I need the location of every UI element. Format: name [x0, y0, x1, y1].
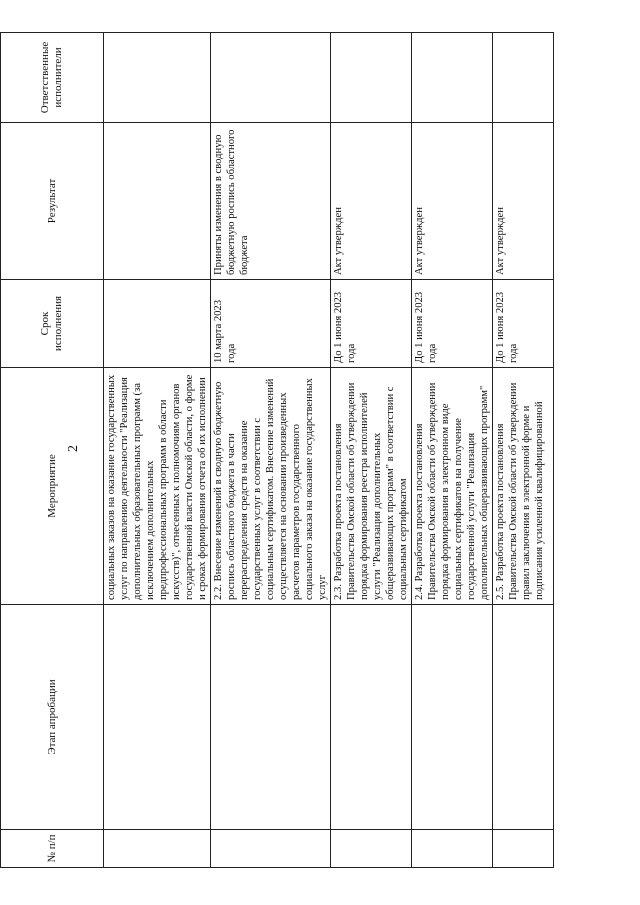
cell-term: До 1 июня 2023 года: [493, 280, 554, 368]
cell-num: [211, 830, 331, 868]
cell-num: [104, 830, 211, 868]
cell-stage: [331, 605, 412, 830]
cell-activity: 2.2. Внесение изменений в сводную бюджетную роспись областного бюджета в части перераспределения средств на оказание государственных услуг в соответствии с социальным сертификатом. Внесение изменений осуществляется на основании произведенных расчетов параметров государственного социального заказа на оказание государственных услуг: [211, 368, 331, 605]
cell-term: До 1 июня 2023 года: [331, 280, 412, 368]
cell-result: [104, 123, 211, 280]
cell-num: [331, 830, 412, 868]
cell-stage: [412, 605, 493, 830]
cell-activity: 2.4. Разработка проекта постановления Правительства Омской области об утверждении порядка формирования в электронном виде социальных сертификатов на получение государственной услуги "Реализация дополнительных общеразвивающих программ": [412, 368, 493, 605]
cell-stage: [493, 605, 554, 830]
cell-num: [412, 830, 493, 868]
cell-term: 10 марта 2023 года: [211, 280, 331, 368]
cell-result: Акт утвержден: [412, 123, 493, 280]
table-header-row: [1, 33, 104, 868]
cell-activity: социальных заказов на оказание государственных услуг по направлению деятельности "Реализация дополнительных образовательных программ (за исключением дополнительных предпрофессиональных программ в области искусств)", отнесенных к полномочиям органов государственной власти Омской области, о форме и сроках формирования отчета об их исполнении: [104, 368, 211, 605]
cell-result: Акт утвержден: [493, 123, 554, 280]
table-row: [211, 33, 331, 868]
cell-responsible: [493, 33, 554, 123]
cell-term: [104, 280, 211, 368]
cell-activity: 2.3. Разработка проекта постановления Правительства Омской области об утверждении порядка формирования реестра исполнителей услуги "Реализация дополнительных общеразвивающих программ" в соответствии с социальным сертификатом: [331, 368, 412, 605]
header-term: Срок исполнения: [1, 280, 104, 368]
header-num: № п/п: [1, 830, 104, 868]
cell-result: Акт утвержден: [331, 123, 412, 280]
table-row: [331, 33, 412, 868]
rotated-page-content: [0, 33, 545, 868]
table-row: [493, 33, 554, 868]
cell-stage: [104, 605, 211, 830]
header-activity: Мероприятие: [1, 368, 104, 605]
cell-responsible: [104, 33, 211, 123]
cell-activity: 2.5. Разработка проекта постановления Правительства Омской области об утверждении правил заключения в электронной форме и подписания усиленной квалифицированной: [493, 368, 554, 605]
table-row: [104, 33, 211, 868]
header-result: Результат: [1, 123, 104, 280]
plan-table: [0, 32, 554, 868]
page-number: 2: [66, 445, 81, 452]
cell-responsible: [412, 33, 493, 123]
cell-result: Приняты изменения в сводную бюджетную роспись областного бюджета: [211, 123, 331, 280]
cell-term: До 1 июня 2023 года: [412, 280, 493, 368]
header-responsible: Ответственные исполнители: [1, 33, 104, 123]
cell-responsible: [211, 33, 331, 123]
header-stage: Этап апробации: [1, 605, 104, 830]
cell-num: [493, 830, 554, 868]
cell-stage: [211, 605, 331, 830]
table-row: [412, 33, 493, 868]
cell-responsible: [331, 33, 412, 123]
